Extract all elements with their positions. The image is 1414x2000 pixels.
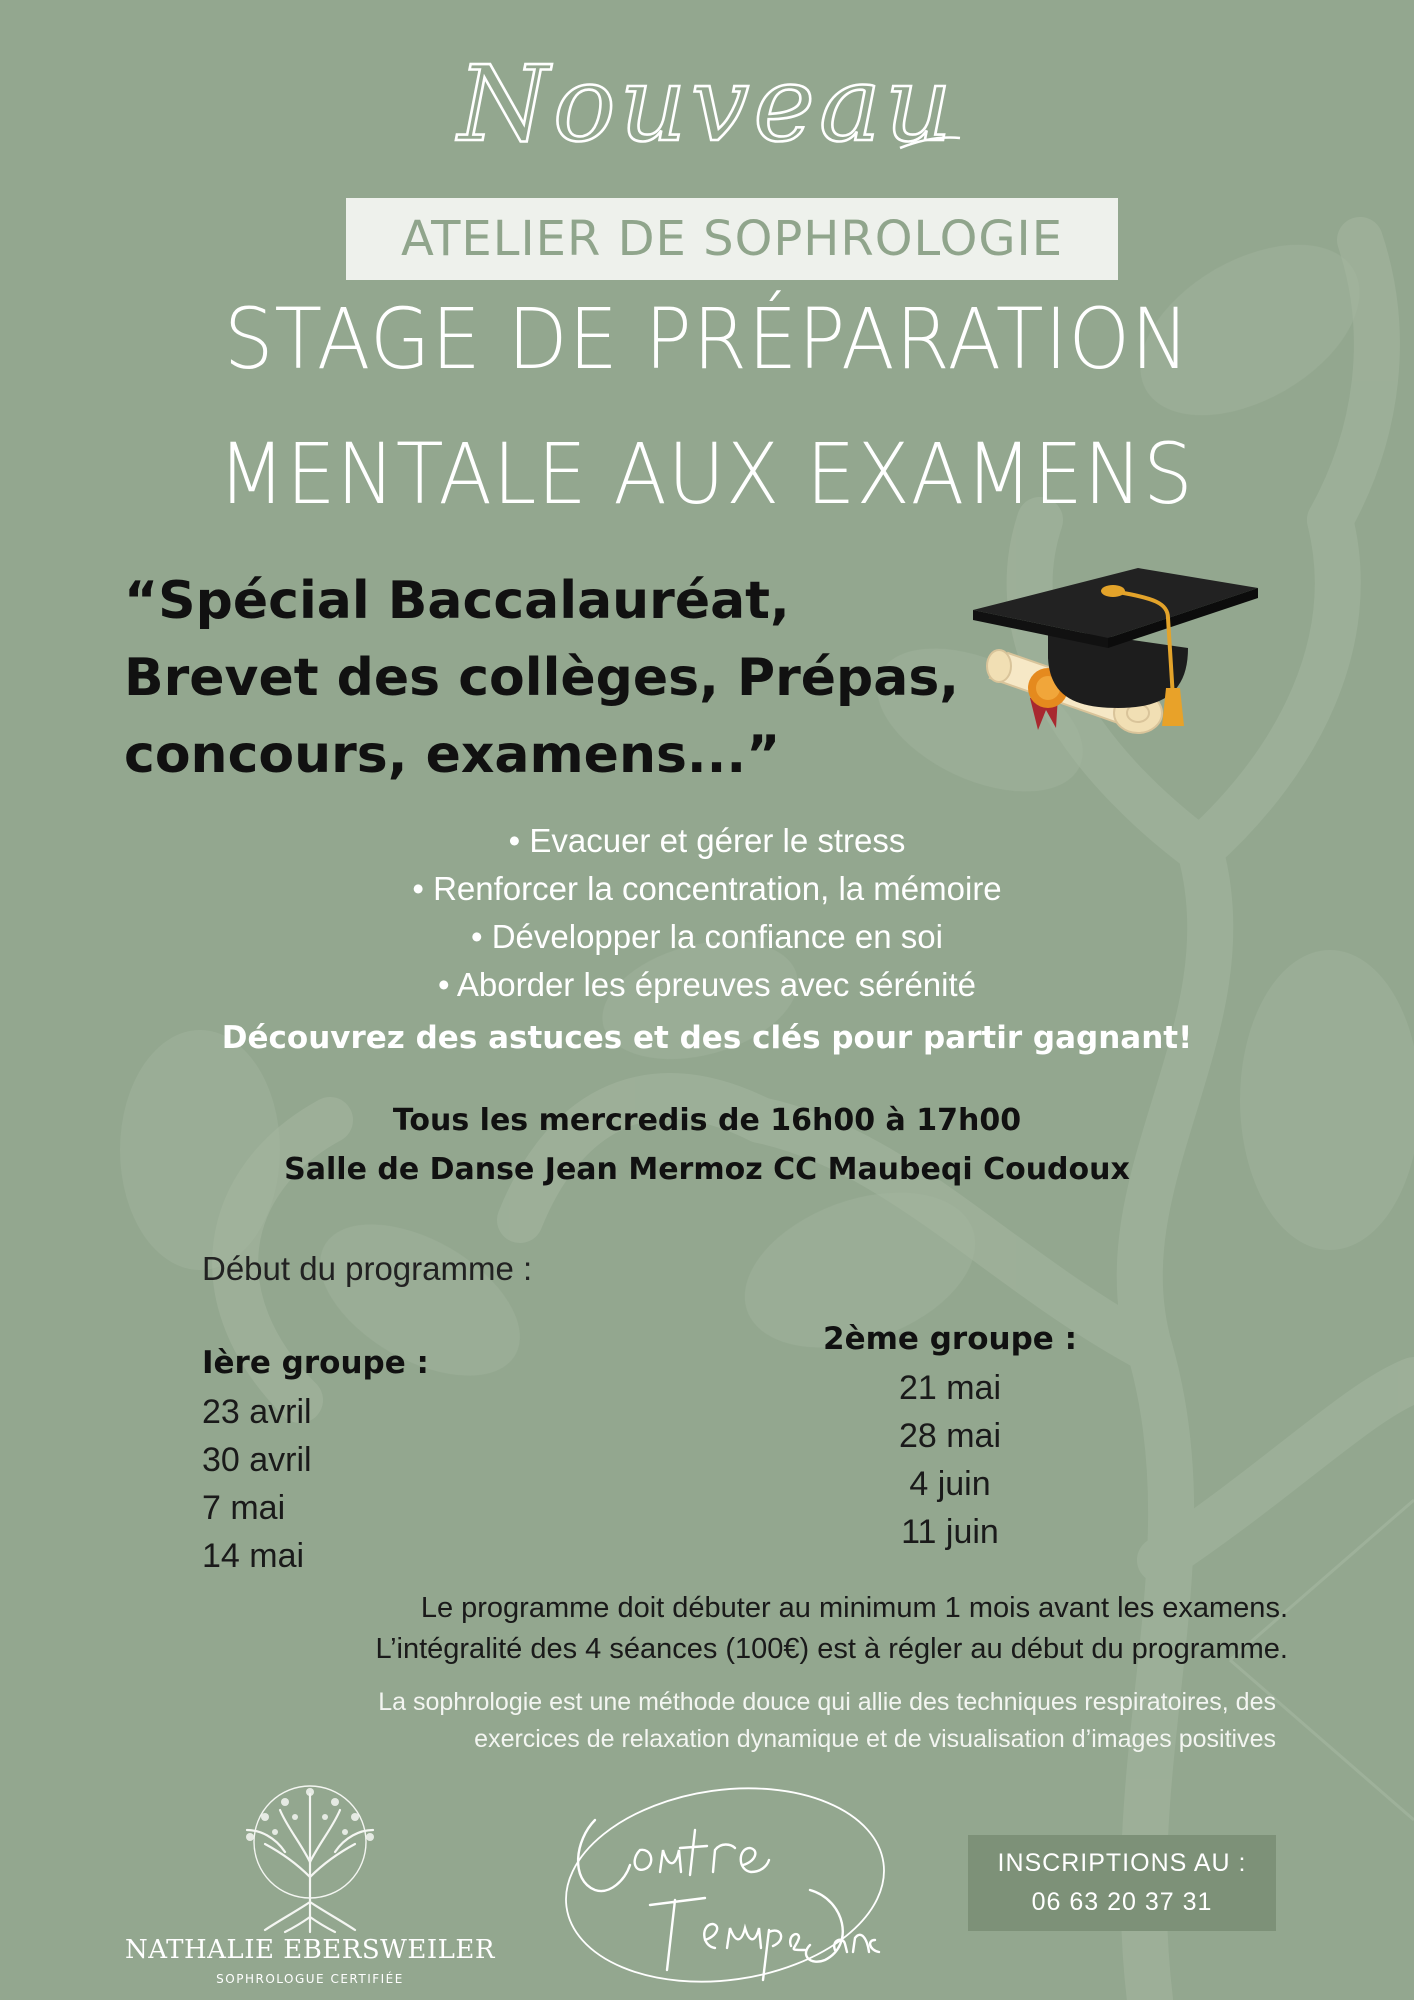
group-1-date: 7 mai: [202, 1489, 286, 1527]
workshop-badge: ATELIER DE SOPHROLOGIE: [346, 198, 1118, 280]
group-2-date: 28 mai: [898, 1417, 1002, 1455]
svg-text:Nouveau: Nouveau: [458, 43, 956, 165]
sophrology-info-1: La sophrologie est une méthode douce qui allie des techniques respiratoires, des: [378, 1688, 1276, 1716]
group-2-title: 2ème groupe :: [823, 1321, 1077, 1357]
benefit-item: • Evacuer et gérer le stress: [508, 822, 906, 859]
program-note-1: Le programme doit débuter au minimum 1 mois avant les examens.: [420, 1592, 1288, 1624]
quote-line-2: Brevet des collèges, Prépas,: [124, 648, 960, 708]
script-title: [0, 40, 1414, 180]
headline-line-1: STAGE DE PRÉPARATION: [223, 290, 1191, 388]
group-1-title: Ière groupe :: [202, 1345, 429, 1381]
group-2-date: 4 juin: [909, 1465, 991, 1503]
group-1-date: 14 mai: [202, 1537, 305, 1575]
benefit-item: • Développer la confiance en soi: [470, 918, 943, 955]
group-1-date: 23 avril: [202, 1393, 312, 1431]
group-2-date: 11 juin: [901, 1513, 999, 1551]
phone-number[interactable]: 06 63 20 37 31: [1031, 1888, 1213, 1916]
brand-subtitle: SOPHROLOGUE CERTIFIÉE: [216, 1972, 404, 1986]
group-1-date: 30 avril: [202, 1441, 312, 1479]
quote-line-3: concours, examens...”: [124, 725, 781, 785]
benefit-item: • Aborder les épreuves avec sérénité: [437, 966, 977, 1003]
program-note-2: L’intégralité des 4 séances (100€) est à régler au début du programme.: [375, 1633, 1288, 1665]
quote-line-1: “Spécial Baccalauréat,: [124, 571, 790, 631]
benefit-item: • Renforcer la concentration, la mémoire: [412, 870, 1002, 907]
sophrology-info-2: exercices de relaxation dynamique et de visualisation d’images positives: [474, 1725, 1276, 1753]
call-to-action: Découvrez des astuces et des clés pour partir gagnant!: [221, 1020, 1193, 1056]
brand-name: NATHALIE EBERSWEILER: [125, 1935, 495, 1965]
schedule-time: Tous les mercredis de 16h00 à 17h00: [392, 1103, 1022, 1138]
graduation-cap-icon: [968, 558, 1268, 758]
inscriptions-label: INSCRIPTIONS AU :: [997, 1849, 1247, 1877]
partner-logo: [555, 1780, 895, 1990]
schedule-place: Salle de Danse Jean Mermoz CC Maubeqi Coudoux: [284, 1152, 1130, 1187]
group-2-date: 21 mai: [898, 1369, 1002, 1407]
tree-logo-icon: [225, 1782, 395, 1934]
inscriptions-box: [968, 1835, 1276, 1931]
headline-line-2: MENTALE AUX EXAMENS: [217, 425, 1194, 523]
program-intro: Début du programme :: [202, 1250, 533, 1287]
